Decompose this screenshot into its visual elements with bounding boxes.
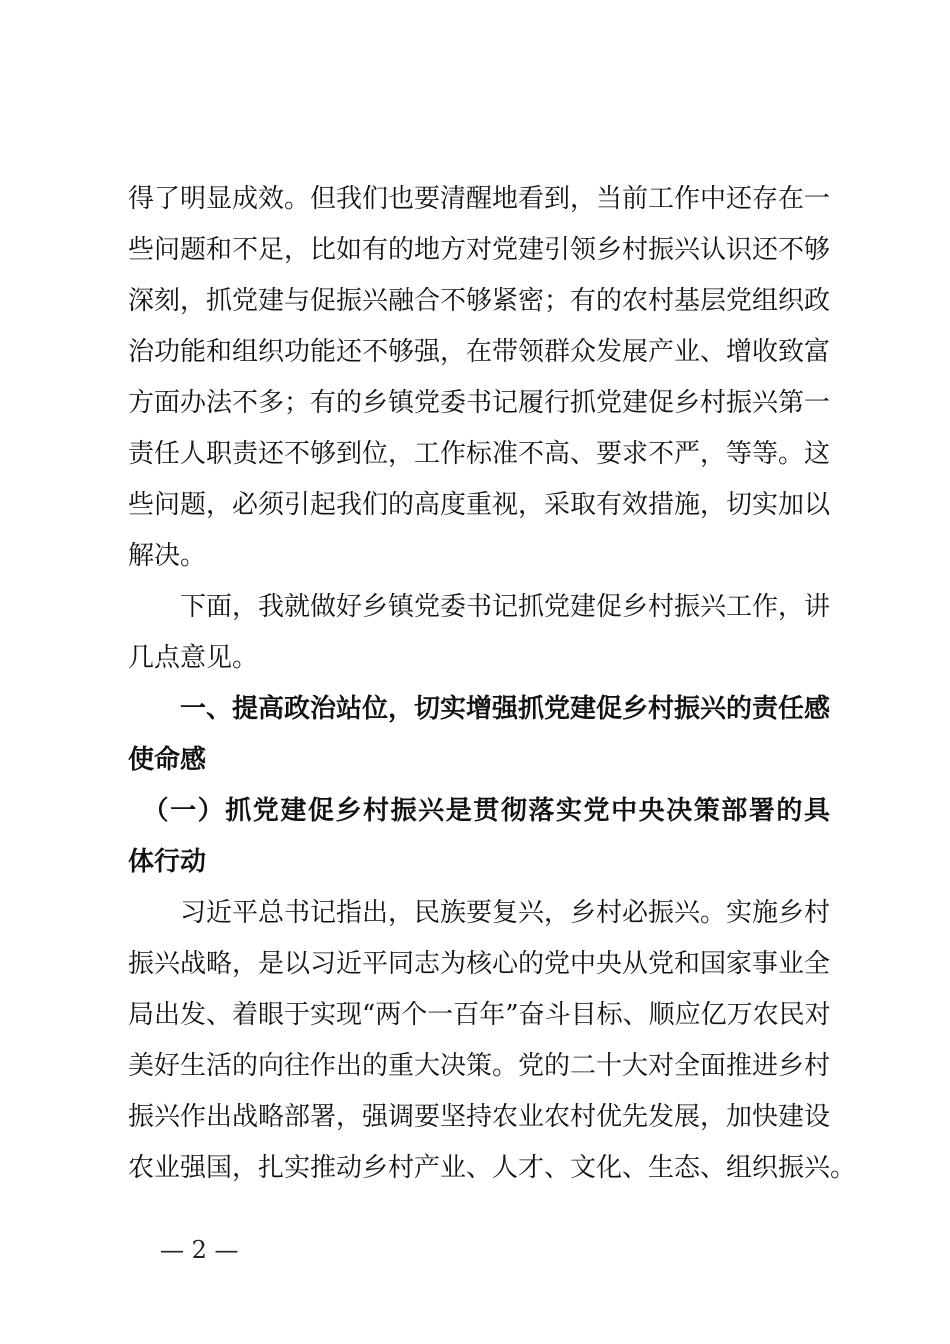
text-line: 习近平总书记指出，民族要复兴，乡村必振兴。实施乡村 (128, 898, 831, 928)
text-line: 些问题，必须引起我们的高度重视，采取有效措施，切实加以 (128, 490, 831, 520)
text-line: 振兴作出战略部署，强调要坚持农业农村优先发展，加快建设 (128, 1102, 831, 1132)
text-line: 些问题和不足，比如有的地方对党建引领乡村振兴认识还不够 (128, 235, 831, 265)
section-heading-line: 一、提高政治站位，切实增强抓党建促乡村振兴的责任感 (128, 694, 831, 724)
text-line: 下面，我就做好乡镇党委书记抓党建促乡村振兴工作，讲 (128, 592, 831, 622)
section-heading-line: 使命感 (128, 745, 207, 775)
page-number: — 2 — (160, 1236, 239, 1264)
text-line: 责任人职责还不够到位，工作标准不高、要求不严，等等。这 (128, 439, 831, 469)
text-line: 深刻，抓党建与促振兴融合不够紧密；有的农村基层党组织政 (128, 286, 831, 316)
text-line: 方面办法不多；有的乡镇党委书记履行抓党建促乡村振兴第一 (128, 388, 831, 418)
text-line: 振兴战略，是以习近平同志为核心的党中央从党和国家事业全 (128, 949, 831, 979)
text-line: 农业强国，扎实推动乡村产业、人才、文化、生态、组织振兴。 (128, 1153, 857, 1183)
text-line: 几点意见。 (128, 643, 259, 673)
subsection-heading-line: 体行动 (128, 847, 207, 877)
text-line: 治功能和组织功能还不够强，在带领群众发展产业、增收致富 (128, 337, 831, 367)
text-line: 美好生活的向往作出的重大决策。党的二十大对全面推进乡村 (128, 1051, 831, 1081)
text-line: 得了明显成效。但我们也要清醒地看到，当前工作中还存在一 (128, 184, 831, 214)
subsection-heading-line: （一）抓党建促乡村振兴是贯彻落实党中央决策部署的具 (128, 796, 830, 826)
text-line: 局出发、着眼于实现“两个一百年”奋斗目标、顺应亿万农民对 (128, 1000, 831, 1030)
text-line: 解决。 (128, 541, 207, 571)
